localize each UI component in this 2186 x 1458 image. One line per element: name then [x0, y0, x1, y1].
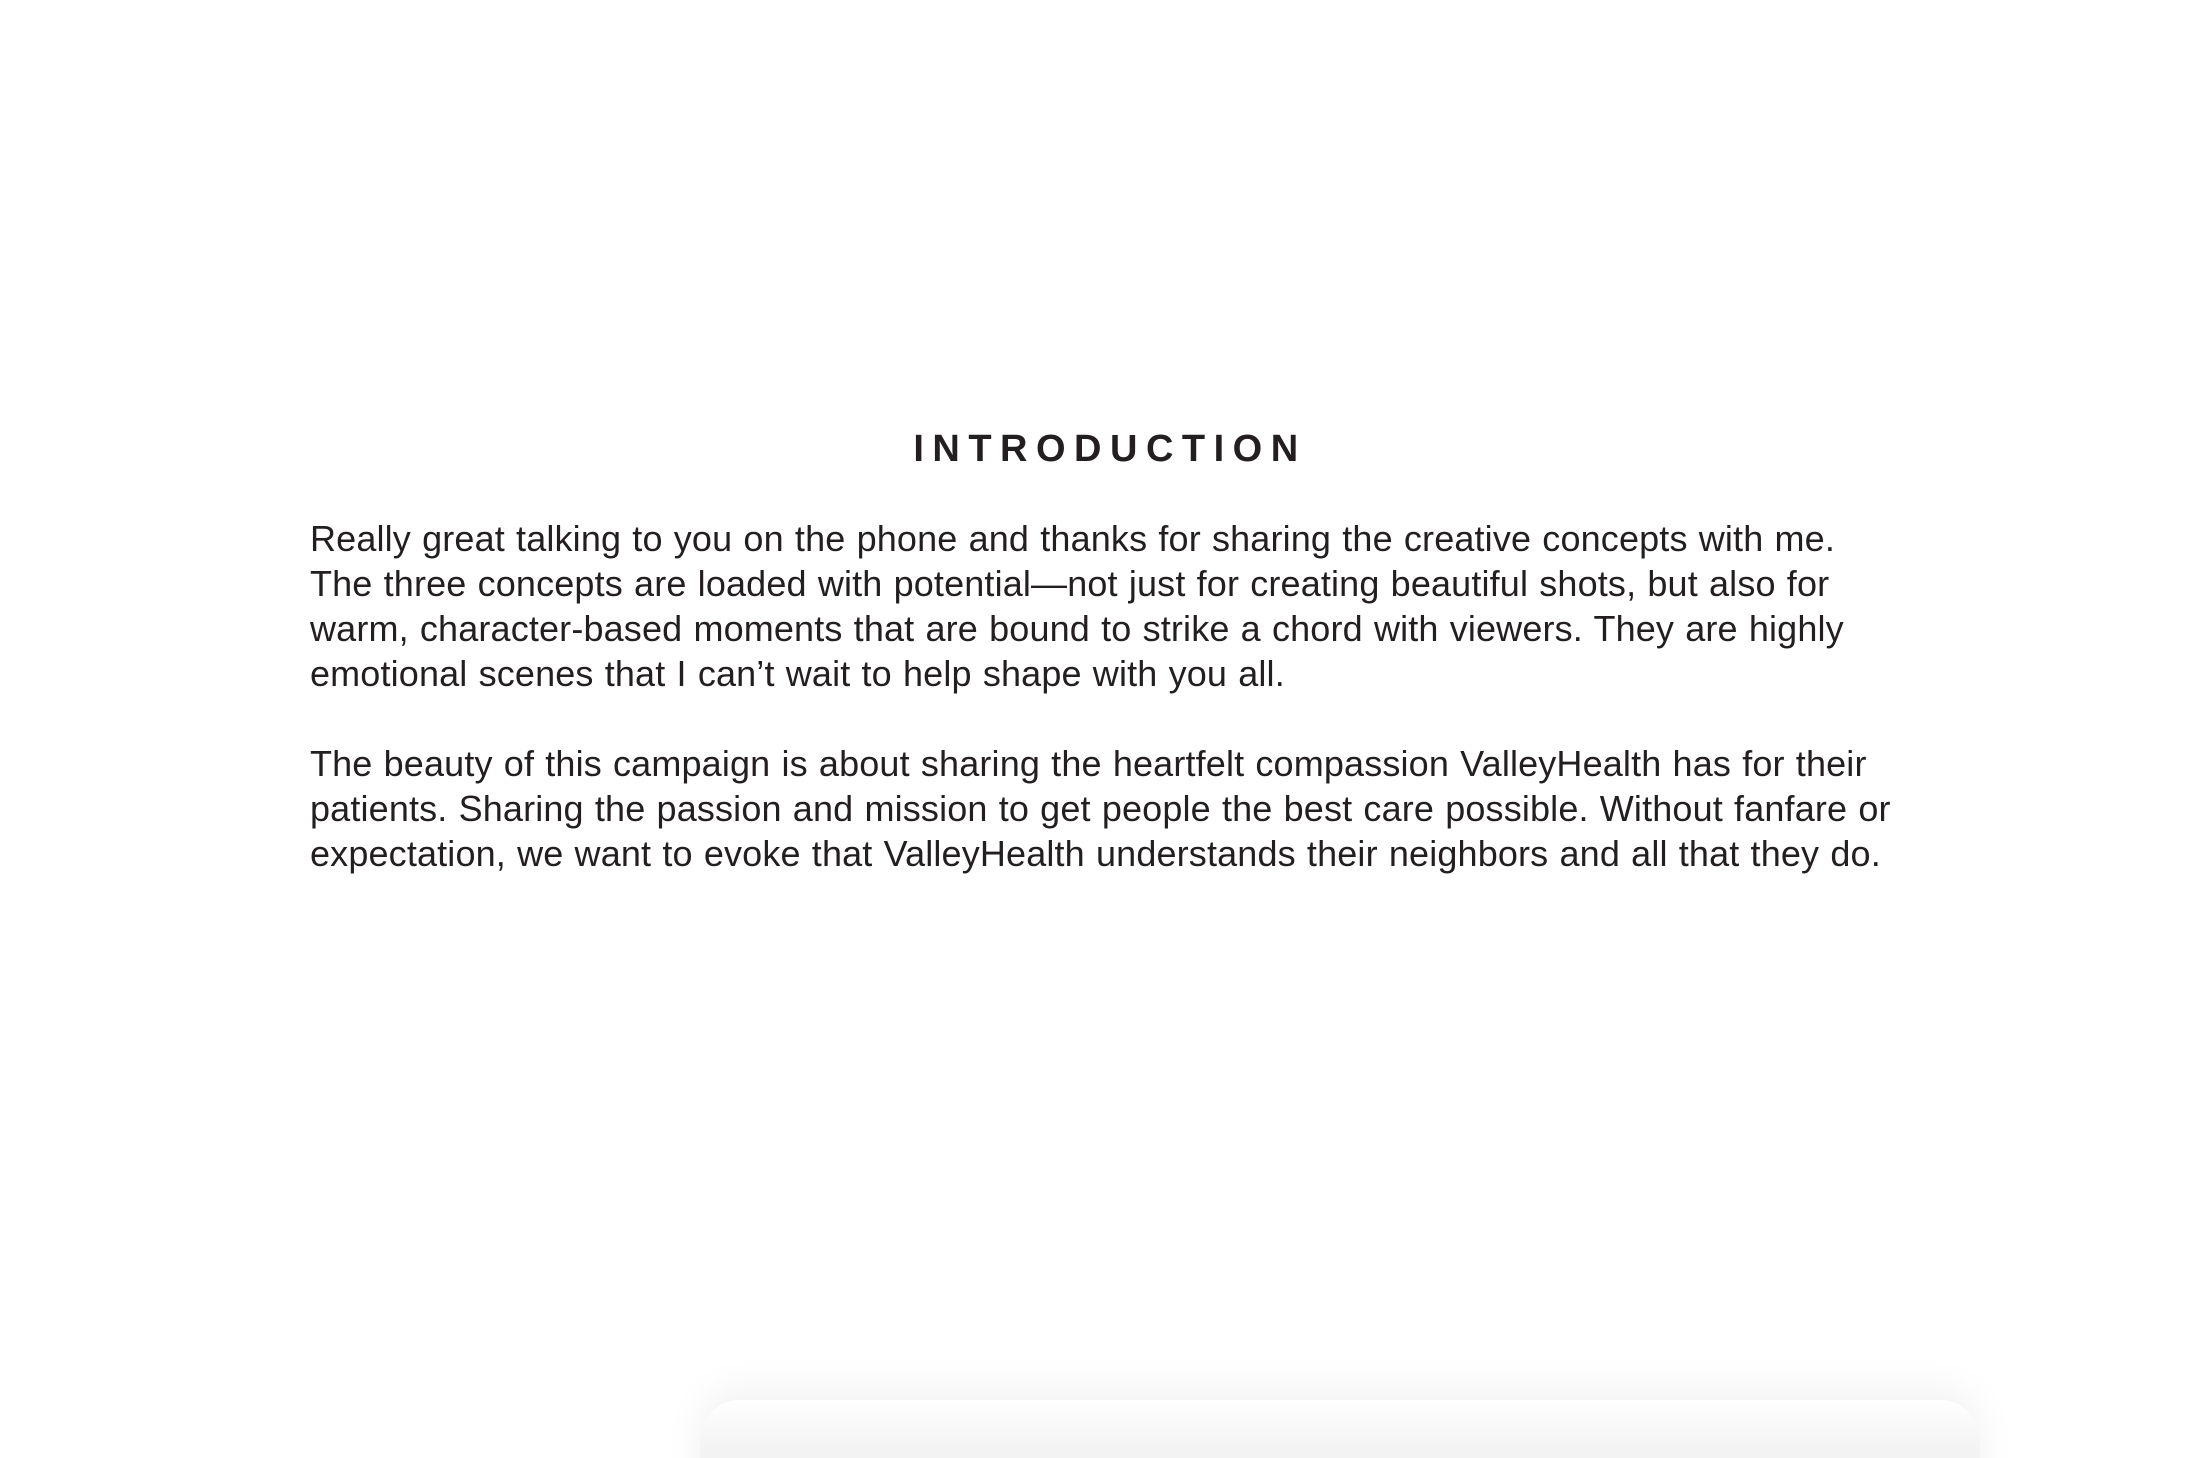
- section-heading: INTRODUCTION: [913, 428, 1307, 470]
- introduction-section: [310, 418, 1900, 876]
- intro-paragraph-1: Really great talking to you on the phone and thanks for sharing the creative concepts with me. The three concepts are loaded with potential—not just for creating beautiful shots, but also for warm, character-based moments that are bound to strike a chord with viewers. They are highly emotional scenes that I can’t wait to help shape with you all.: [310, 518, 1844, 694]
- intro-paragraph-2: The beauty of this campaign is about sharing the heartfelt compassion ValleyHealth has for their patients. Sharing the passion and mission to get people the best care possible. Without fanfare or expectation, we want to evoke that ValleyHealth understands their neighbors and all that they do.: [310, 743, 1891, 874]
- next-page-shadow: [700, 1400, 1980, 1458]
